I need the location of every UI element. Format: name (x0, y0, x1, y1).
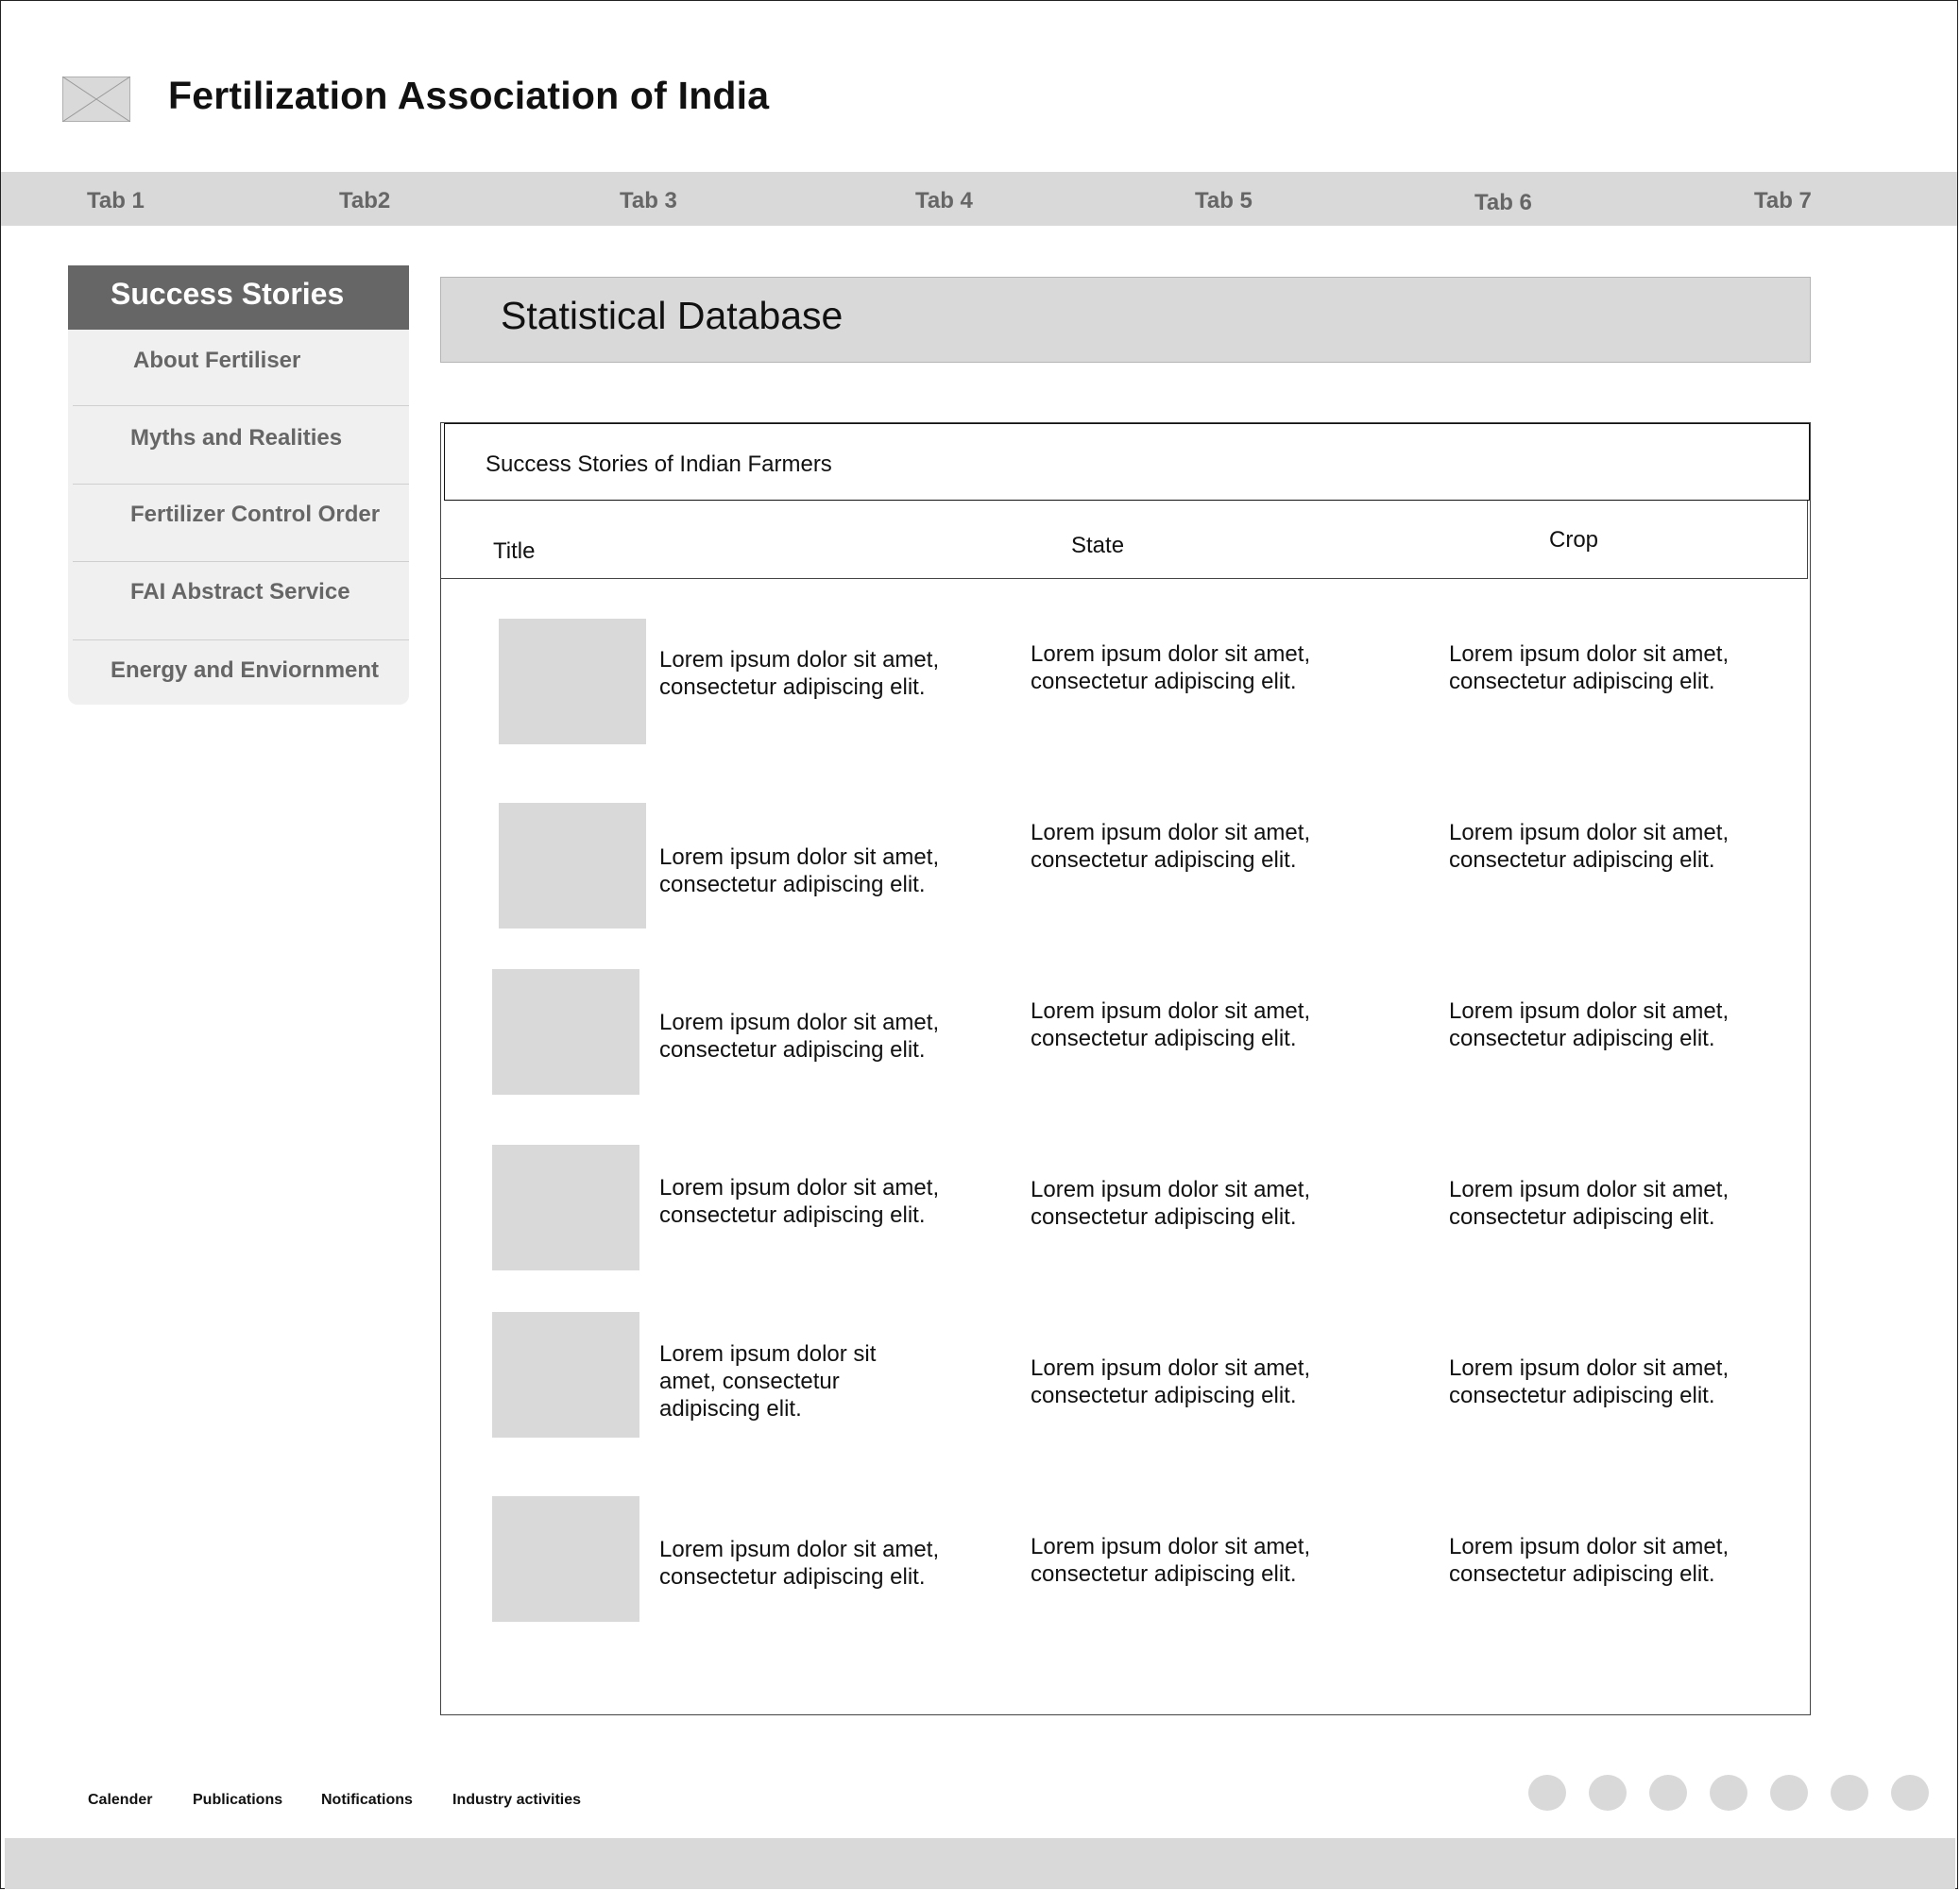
sidebar-item-myths-and-realities[interactable]: Myths and Realities (130, 425, 343, 451)
tab-3[interactable]: Tab 3 (620, 188, 677, 213)
column-header-crop[interactable]: Crop (1549, 527, 1599, 553)
social-icon[interactable] (1710, 1775, 1747, 1811)
footer-link-calender[interactable]: Calender (88, 1792, 153, 1808)
row-title[interactable]: Lorem ipsum dolor sit amet, consectetur adipiscing elit. (659, 1175, 940, 1228)
logo-placeholder-icon[interactable] (62, 77, 130, 122)
row-state: Lorem ipsum dolor sit amet, consectetur adipiscing elit. (1031, 641, 1311, 694)
row-state: Lorem ipsum dolor sit amet, consectetur adipiscing elit. (1031, 1355, 1311, 1408)
sidebar-item-fai-abstract-service[interactable]: FAI Abstract Service (130, 579, 350, 605)
footer-bar (5, 1838, 1955, 1889)
social-icon[interactable] (1770, 1775, 1808, 1811)
row-thumbnail[interactable] (492, 1145, 639, 1270)
row-thumbnail[interactable] (492, 1312, 639, 1438)
sidebar-heading[interactable]: Success Stories (68, 265, 409, 330)
sidebar-divider (73, 484, 409, 485)
row-thumbnail[interactable] (499, 619, 646, 744)
section-title: Statistical Database (501, 294, 844, 337)
footer-link-notifications[interactable]: Notifications (321, 1792, 413, 1808)
success-stories-table (440, 422, 1811, 1715)
row-thumbnail[interactable] (492, 1496, 639, 1622)
site-title: Fertilization Association of India (168, 74, 770, 117)
row-state: Lorem ipsum dolor sit amet, consectetur adipiscing elit. (1031, 1534, 1311, 1587)
row-title[interactable]: Lorem ipsum dolor sit amet, consectetur adipiscing elit. (659, 647, 940, 700)
row-crop: Lorem ipsum dolor sit amet, consectetur adipiscing elit. (1449, 1355, 1730, 1408)
row-crop: Lorem ipsum dolor sit amet, consectetur adipiscing elit. (1449, 998, 1730, 1051)
column-header-state[interactable]: State (1071, 533, 1125, 558)
sidebar-divider (73, 405, 409, 406)
row-state: Lorem ipsum dolor sit amet, consectetur adipiscing elit. (1031, 998, 1311, 1051)
row-thumbnail[interactable] (499, 803, 646, 928)
tab-1[interactable]: Tab 1 (87, 188, 145, 213)
row-crop: Lorem ipsum dolor sit amet, consectetur adipiscing elit. (1449, 1177, 1730, 1230)
sidebar (68, 265, 409, 705)
row-title[interactable]: Lorem ipsum dolor sit amet, consectetur adipiscing elit. (659, 1341, 877, 1422)
tab-7[interactable]: Tab 7 (1754, 188, 1812, 213)
row-state: Lorem ipsum dolor sit amet, consectetur adipiscing elit. (1031, 1177, 1311, 1230)
sidebar-divider (73, 561, 409, 562)
social-icon[interactable] (1589, 1775, 1627, 1811)
table-header-row (440, 501, 1808, 579)
tab-6[interactable]: Tab 6 (1474, 190, 1532, 215)
sidebar-item-fertilizer-control-order[interactable]: Fertilizer Control Order (130, 502, 381, 527)
row-title[interactable]: Lorem ipsum dolor sit amet, consectetur adipiscing elit. (659, 1537, 940, 1590)
row-title[interactable]: Lorem ipsum dolor sit amet, consectetur adipiscing elit. (659, 1010, 940, 1063)
row-thumbnail[interactable] (492, 969, 639, 1095)
social-icon[interactable] (1831, 1775, 1868, 1811)
sidebar-item-energy-and-enviornment[interactable]: Energy and Enviornment (111, 657, 380, 683)
table-caption-bar (444, 423, 1810, 501)
row-crop: Lorem ipsum dolor sit amet, consectetur adipiscing elit. (1449, 1534, 1730, 1587)
social-icon[interactable] (1528, 1775, 1566, 1811)
tab-2[interactable]: Tab2 (339, 188, 391, 213)
row-state: Lorem ipsum dolor sit amet, consectetur adipiscing elit. (1031, 820, 1311, 873)
row-crop: Lorem ipsum dolor sit amet, consectetur adipiscing elit. (1449, 820, 1730, 873)
tab-4[interactable]: Tab 4 (915, 188, 973, 213)
tab-5[interactable]: Tab 5 (1195, 188, 1253, 213)
column-header-title[interactable]: Title (493, 538, 536, 564)
row-title[interactable]: Lorem ipsum dolor sit amet, consectetur adipiscing elit. (659, 844, 940, 897)
section-title-bar (440, 277, 1811, 363)
footer-link-publications[interactable]: Publications (193, 1792, 283, 1808)
social-icon[interactable] (1649, 1775, 1687, 1811)
footer-link-industry-activities[interactable]: Industry activities (452, 1792, 582, 1808)
tab-bar (1, 172, 1957, 226)
social-icon[interactable] (1891, 1775, 1929, 1811)
table-caption: Success Stories of Indian Farmers (486, 451, 832, 477)
sidebar-item-about-fertiliser[interactable]: About Fertiliser (133, 348, 301, 373)
row-crop: Lorem ipsum dolor sit amet, consectetur adipiscing elit. (1449, 641, 1730, 694)
sidebar-divider (73, 639, 409, 640)
